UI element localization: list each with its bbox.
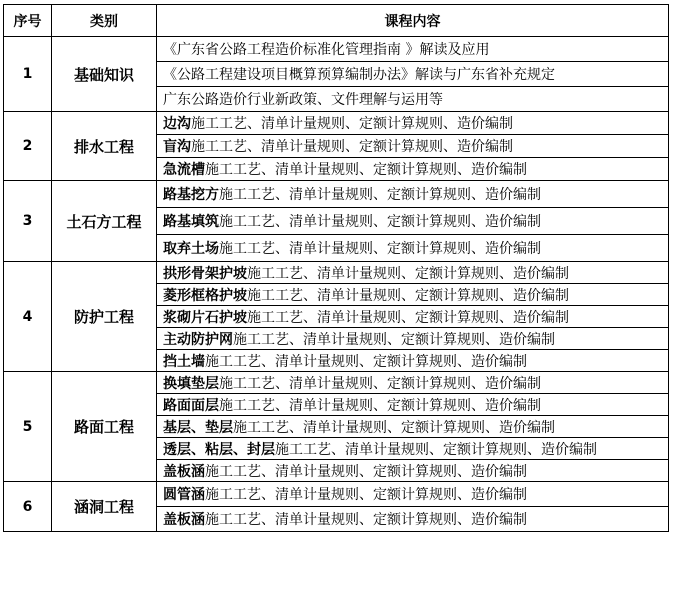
course-item (157, 181, 669, 208)
course-item (157, 112, 669, 135)
course-item-text: 施工工艺、清单计量规则、定额计算规则、造价编制 (219, 375, 541, 392)
course-item-highlight: 路基填筑 (163, 214, 219, 230)
course-item-highlight: 路面面层 (163, 397, 219, 414)
course-item (157, 37, 669, 62)
course-item-highlight: 急流槽 (163, 162, 205, 178)
course-item-text: 施工工艺、清单计量规则、定额计算规则、造价编制 (219, 187, 541, 203)
course-item-highlight: 圆管涵 (163, 487, 205, 503)
category-cell: 排水工程 (52, 112, 157, 181)
course-item (157, 235, 669, 262)
table-row (4, 112, 669, 135)
course-item (157, 284, 669, 306)
course-item-text: 《广东省公路工程造价标准化管理指南 》解读及应用 (163, 42, 490, 58)
header-category: 类别 (52, 5, 157, 37)
table-row (4, 37, 669, 62)
course-item (157, 62, 669, 87)
seq-cell: 4 (4, 262, 52, 372)
course-item-text: 施工工艺、清单计量规则、定额计算规则、造价编制 (219, 241, 541, 257)
seq-cell: 5 (4, 372, 52, 482)
category-cell: 土石方工程 (52, 181, 157, 262)
course-item-text: 广东公路造价行业新政策、文件理解与运用等 (163, 92, 443, 108)
course-item (157, 208, 669, 235)
course-item-text: 施工工艺、清单计量规则、定额计算规则、造价编制 (247, 287, 569, 304)
course-item (157, 460, 669, 482)
course-item-highlight: 边沟 (163, 116, 191, 132)
category-cell: 基础知识 (52, 37, 157, 112)
course-item-highlight: 菱形框格护坡 (163, 287, 247, 304)
course-item (157, 328, 669, 350)
course-item-highlight: 浆砌片石护坡 (163, 309, 247, 326)
course-item (157, 438, 669, 460)
course-item-text: 施工工艺、清单计量规则、定额计算规则、造价编制 (219, 397, 541, 414)
header-row (4, 5, 669, 37)
course-table (3, 4, 669, 532)
category-cell: 防护工程 (52, 262, 157, 372)
course-item (157, 394, 669, 416)
course-item-text: 施工工艺、清单计量规则、定额计算规则、造价编制 (205, 512, 527, 528)
course-item-text: 施工工艺、清单计量规则、定额计算规则、造价编制 (275, 441, 597, 458)
course-item (157, 416, 669, 438)
course-item-highlight: 盖板涵 (163, 512, 205, 528)
course-item-highlight: 挡土墙 (163, 353, 205, 370)
course-item-highlight: 拱形骨架护坡 (163, 265, 247, 282)
header-seq: 序号 (4, 5, 52, 37)
course-item (157, 350, 669, 372)
course-item (157, 306, 669, 328)
course-item-text: 施工工艺、清单计量规则、定额计算规则、造价编制 (233, 419, 555, 436)
course-item-text: 施工工艺、清单计量规则、定额计算规则、造价编制 (205, 487, 527, 503)
course-item-highlight: 换填垫层 (163, 375, 219, 392)
course-item-text: 施工工艺、清单计量规则、定额计算规则、造价编制 (205, 162, 527, 178)
table-row (4, 262, 669, 284)
course-item (157, 482, 669, 507)
course-item-text: 施工工艺、清单计量规则、定额计算规则、造价编制 (247, 265, 569, 282)
course-item-highlight: 主动防护网 (163, 331, 233, 348)
course-item-highlight: 取弃土场 (163, 241, 219, 257)
course-item-highlight: 基层、垫层 (163, 419, 233, 436)
seq-cell: 2 (4, 112, 52, 181)
course-item (157, 372, 669, 394)
category-cell: 涵洞工程 (52, 482, 157, 532)
seq-cell: 3 (4, 181, 52, 262)
course-item (157, 262, 669, 284)
seq-cell: 6 (4, 482, 52, 532)
course-item-highlight: 路基挖方 (163, 187, 219, 203)
course-item-highlight: 盖板涵 (163, 463, 205, 480)
seq-cell: 1 (4, 37, 52, 112)
course-item-text: 施工工艺、清单计量规则、定额计算规则、造价编制 (191, 139, 513, 155)
course-item-text: 施工工艺、清单计量规则、定额计算规则、造价编制 (205, 353, 527, 370)
course-item-text: 施工工艺、清单计量规则、定额计算规则、造价编制 (205, 463, 527, 480)
course-item-text: 施工工艺、清单计量规则、定额计算规则、造价编制 (233, 331, 555, 348)
course-item (157, 87, 669, 112)
header-content: 课程内容 (157, 5, 669, 37)
course-item (157, 135, 669, 158)
course-item-text: 施工工艺、清单计量规则、定额计算规则、造价编制 (191, 116, 513, 132)
course-item (157, 158, 669, 181)
course-item-highlight: 透层、粘层、封层 (163, 441, 275, 458)
category-cell: 路面工程 (52, 372, 157, 482)
course-item-highlight: 盲沟 (163, 139, 191, 155)
course-item-text: 施工工艺、清单计量规则、定额计算规则、造价编制 (219, 214, 541, 230)
table-row (4, 482, 669, 507)
table-row (4, 372, 669, 394)
course-item-text: 施工工艺、清单计量规则、定额计算规则、造价编制 (247, 309, 569, 326)
table-row (4, 181, 669, 208)
course-item-text: 《公路工程建设项目概算预算编制办法》解读与广东省补充规定 (163, 67, 555, 83)
course-item (157, 507, 669, 532)
